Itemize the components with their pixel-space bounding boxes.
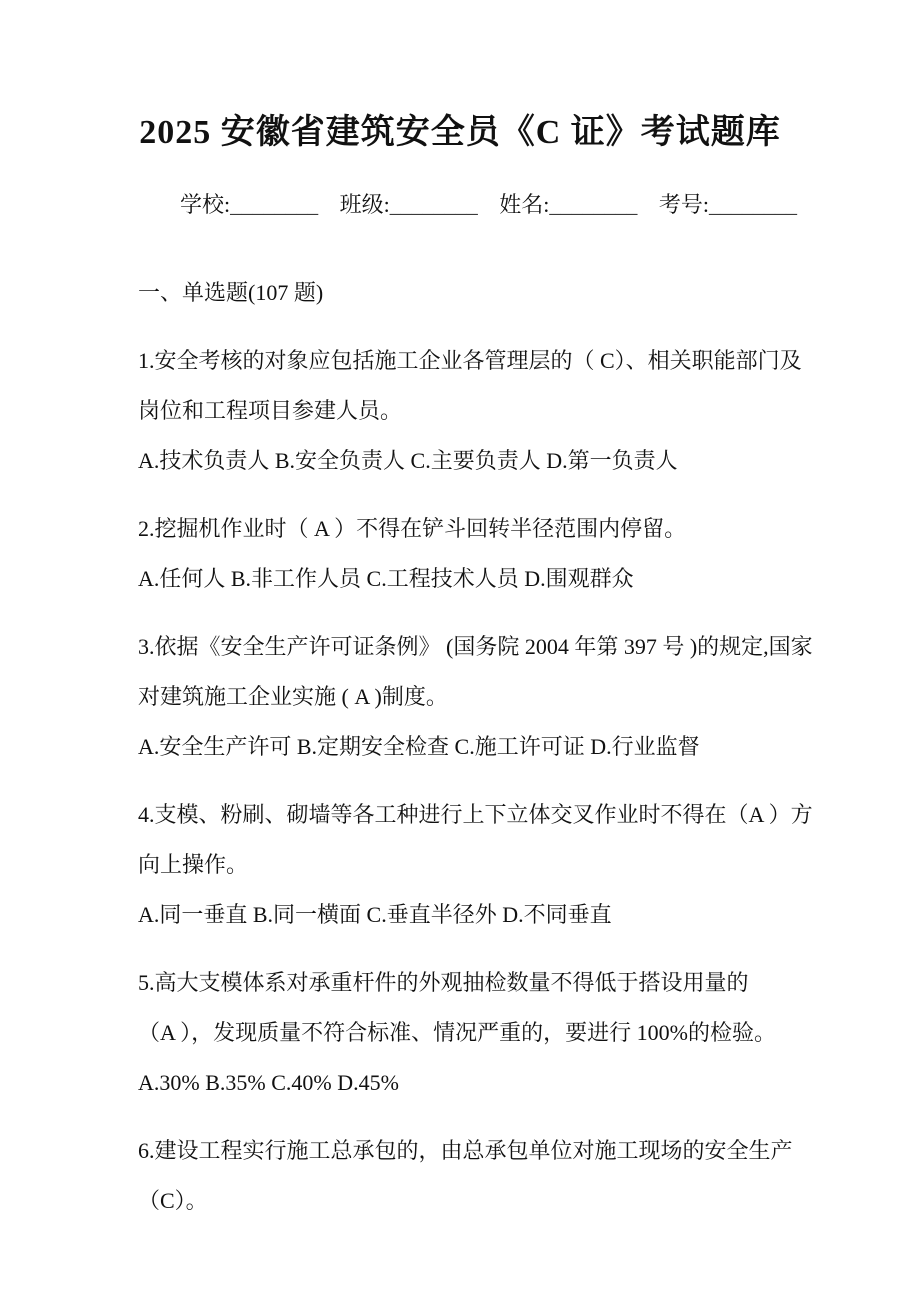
student-info-line (0, 188, 920, 222)
question-1-stem-line-2: 岗位和工程项目参建人员。 (138, 398, 403, 423)
question-6-stem-line-2: （C）。 (138, 1188, 208, 1213)
question-5-stem-line-1: 5.高大支模体系对承重杆件的外观抽检数量不得低于搭设用量的 (138, 970, 749, 995)
question-1 (138, 336, 820, 486)
question-2-stem-line-1: 2.挖掘机作业时（ A ）不得在铲斗回转半径范围内停留。 (138, 516, 687, 541)
field-class (340, 188, 478, 222)
field-school (180, 188, 318, 222)
question-3 (138, 622, 820, 772)
question-3-stem-line-2: 对建筑施工企业实施 ( A )制度。 (138, 684, 448, 709)
question-4 (138, 790, 820, 940)
section-heading: 一、单选题(107 题) (138, 280, 324, 305)
field-school-label: 学校: (180, 192, 231, 217)
document-title: 2025 安徽省建筑安全员《C 证》考试题库 (139, 114, 781, 151)
question-4-stem-line-1: 4.支模、粉刷、砌墙等各工种进行上下立体交叉作业时不得在（A ）方 (138, 802, 813, 827)
question-2-options: A.任何人 B.非工作人员 C.工程技术人员 D.围观群众 (138, 566, 634, 591)
field-exam-number-label: 考号: (658, 192, 709, 217)
field-exam-number (659, 188, 797, 222)
question-1-stem-line-1: 1.安全考核的对象应包括施工企业各管理层的（ C）、相关职能部门及 (138, 348, 802, 373)
field-name (499, 188, 637, 222)
question-4-stem-line-2: 向上操作。 (138, 852, 249, 877)
field-exam-number-blank: ________ (709, 192, 797, 217)
question-5 (138, 958, 820, 1108)
question-5-options: A.30% B.35% C.40% D.45% (138, 1070, 399, 1095)
field-name-label: 姓名: (499, 192, 550, 217)
question-3-stem-line-1: 3.依据《安全生产许可证条例》 (国务院 2004 年第 397 号 )的规定,国家 (138, 634, 813, 659)
question-1-options: A.技术负责人 B.安全负责人 C.主要负责人 D.第一负责人 (138, 448, 678, 473)
field-class-label: 班级: (339, 192, 390, 217)
question-2 (138, 504, 820, 604)
question-5-stem-line-2: （A ），发现质量不符合标准、情况严重的，要进行 100%的检验。 (138, 1020, 777, 1045)
question-6-stem-line-1: 6.建设工程实行施工总承包的，由总承包单位对施工现场的安全生产 (138, 1138, 793, 1163)
question-6 (138, 1126, 820, 1226)
field-class-blank: ________ (389, 192, 478, 217)
field-name-blank: ________ (549, 192, 638, 217)
field-school-blank: ________ (230, 192, 319, 217)
question-3-options: A.安全生产许可 B.定期安全检查 C.施工许可证 D.行业监督 (138, 734, 700, 759)
question-list (0, 268, 920, 1226)
question-4-options: A.同一垂直 B.同一横面 C.垂直半径外 D.不同垂直 (138, 902, 612, 927)
